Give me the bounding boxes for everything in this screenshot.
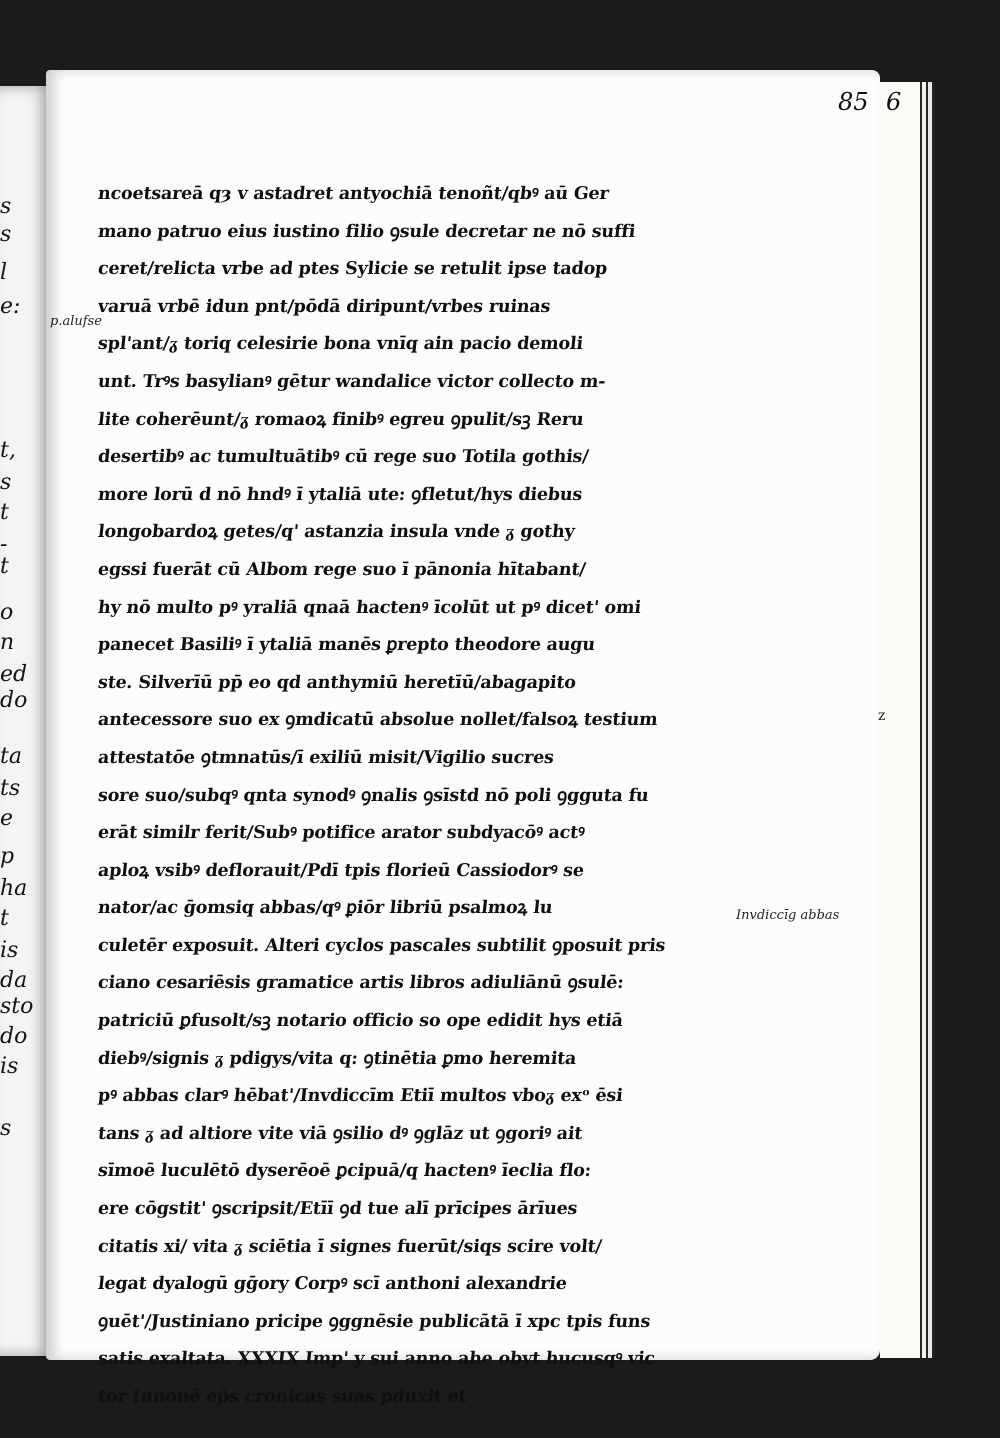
text-line: diebꝰ/signis ᵹ pdigys/vita q: ꝯtinētia ꝑmo heremita (97, 1048, 578, 1069)
marginal-mark: z (878, 708, 886, 724)
text-line: unt. Trꝰs basylianꝰ gētur wandalice victor collecto m- (97, 371, 607, 392)
text-line: desertibꝰ ac tumultuātibꝰ cū rege suo Totila gothis/ (97, 447, 590, 468)
facing-page-text-fragment: do (0, 688, 28, 713)
text-line: nator/ac ḡomsiq abbas/qꝰ ꝑiōr libriū psalmoꝝ lu (97, 898, 554, 919)
text-line: ncoetsareā qȝ v astadret antyochiā tenoñt/qbꝰ aū Ger (97, 184, 610, 204)
facing-page-text-fragment: s (0, 194, 12, 219)
facing-page-text-fragment: t (0, 906, 9, 931)
facing-page-text-fragment: ha (0, 876, 28, 901)
marginal-note-right: Invdiccīg abbas (736, 908, 840, 923)
text-line: lite coherēunt/ᵹ romaoꝝ finibꝰ egreu ꝯpulit/sꝫ Reru (97, 409, 585, 430)
text-line: ciano cesariēsis gramatice artis libros adiuliānū ꝯsulē: (97, 973, 625, 994)
text-line: tor tunonē ep̄s cronicas suas pduxit et (97, 1387, 468, 1407)
text-line: culetēr exposuit. Alteri cyclos pascales subtilit ꝯposuit pris (97, 935, 667, 956)
text-line: panecet Basiliꝰ ī ytaliā manēs ꝑrepto theodore augu (97, 635, 596, 656)
facing-page-text-fragment: t (0, 500, 9, 525)
text-line: longobardoꝝ getes/q' astanzia insula vnde ᵹ gothy (97, 522, 576, 543)
text-line: citatis xi/ vita ᵹ sciētia ī signes fuerūt/siqs scire volt/ (97, 1236, 603, 1257)
facing-page-text-fragment: ts (0, 776, 21, 801)
facing-page-text-fragment: o (0, 600, 14, 625)
facing-page-text-fragment: do (0, 1024, 28, 1049)
text-line: egssi fuerāt cū Albom rege suo ī pānonia hītabant/ (97, 559, 587, 580)
text-line: mano patruo eius iustino filio ꝯsule decretar ne nō suffi (97, 221, 637, 242)
facing-page-text-fragment: p (0, 844, 15, 869)
text-line: hy nō multo pꝰ yraliā qnaā hactenꝰ īcolūt ut pꝰ dicet' omi (97, 597, 642, 618)
text-line: sore suo/subqꝰ qnta synodꝰ ꝯnalis ꝯsīstd nō poli ꝯgguta fu (97, 785, 650, 806)
text-line: satis exaltata. XXXIX Imp' y sui anno ahe obyt hucusqꝰ vic (97, 1349, 656, 1370)
text-line: sīmoē luculētō dyserēoē ꝑcipuā/q hactenꝰ īeclia flo: (97, 1161, 593, 1182)
facing-page-text-fragment: s (0, 470, 12, 495)
text-line: ꝯuēt'/Justiniano pricipe ꝯggnēsie publicātā ī xpc tpis funs (97, 1311, 652, 1332)
facing-page-text-fragment: t (0, 554, 9, 579)
text-line: ste. Silverīū pp̄ eo qd anthymiū heretīū/abagapito (97, 672, 577, 693)
facing-page-text-fragment: ed (0, 662, 28, 687)
text-line: attestatōe ꝯtmnatūs/ī exiliū misit/Vigilio sucres (97, 747, 555, 768)
facing-page-text-fragment: t, (0, 438, 16, 463)
marginal-note-left: p.alufse (50, 314, 102, 329)
text-line: legat dyalogū gḡory Corpꝰ scī anthoni alexandrie (97, 1274, 568, 1295)
text-line: pꝰ abbas clarꝰ hēbat'/Invdiccīm Etiī multos vboᵹ exᵒ ēsi (97, 1086, 624, 1107)
facing-page-text-fragment: is (0, 1054, 19, 1079)
facing-page-text-fragment: e: (0, 294, 21, 319)
facing-page-text-fragment: da (0, 968, 28, 993)
text-line: tans ᵹ ad altiore vite viā ꝯsilio dꝰ ꝯglāz ut ꝯgoriꝰ ait (97, 1123, 584, 1144)
text-line: spl'ant/ᵹ toriq celesirie bona vnīq ain pacio demoli (97, 334, 584, 355)
text-line: antecessore suo ex ꝯmdicatū absolue nollet/falsoꝝ testium (97, 710, 659, 731)
text-line: ere cōgstit' ꝯscripsit/Etīī ꝯd tue alī prīcipes ārīues (97, 1199, 579, 1220)
facing-page-edge (0, 86, 52, 1356)
facing-page-text-fragment: l (0, 260, 8, 285)
facing-page-text-fragment: s (0, 1116, 12, 1141)
facing-page-text-fragment: sto (0, 994, 34, 1019)
facing-page-text-fragment: - (0, 532, 8, 557)
text-line: more lorū d nō hndꝰ ī ytaliā ute: ꝯfletut/hys diebus (97, 484, 584, 505)
text-line: ceret/relicta vrbe ad ptes Sylicie se retulit ipse tadop (97, 259, 609, 280)
folio-number: 85 (838, 88, 869, 116)
text-line: varuā vrbē idun pnt/pōdā diripunt/vrbes ruinas (97, 296, 552, 317)
facing-page-text-fragment: e (0, 806, 14, 831)
facing-page-text-fragment: is (0, 938, 19, 963)
facing-page-text-fragment: s (0, 222, 12, 247)
page-stack-edge (880, 82, 922, 1358)
folio-alt-number: 6 (886, 88, 902, 116)
text-line: aploꝝ vsibꝰ deflorauit/Pdī tpis florieū Cassiodorꝰ se (97, 860, 585, 881)
text-line: patriciū ꝑfusolt/sꝫ notario officio so ope edidit hys etiā (97, 1011, 624, 1032)
facing-page-text-fragment: ta (0, 744, 22, 769)
text-line: erāt similr ferit/Subꝰ potifice arator subdyacōꝰ actꝰ (97, 823, 586, 844)
manuscript-text-block (98, 176, 738, 1417)
facing-page-text-fragment: n (0, 630, 15, 655)
